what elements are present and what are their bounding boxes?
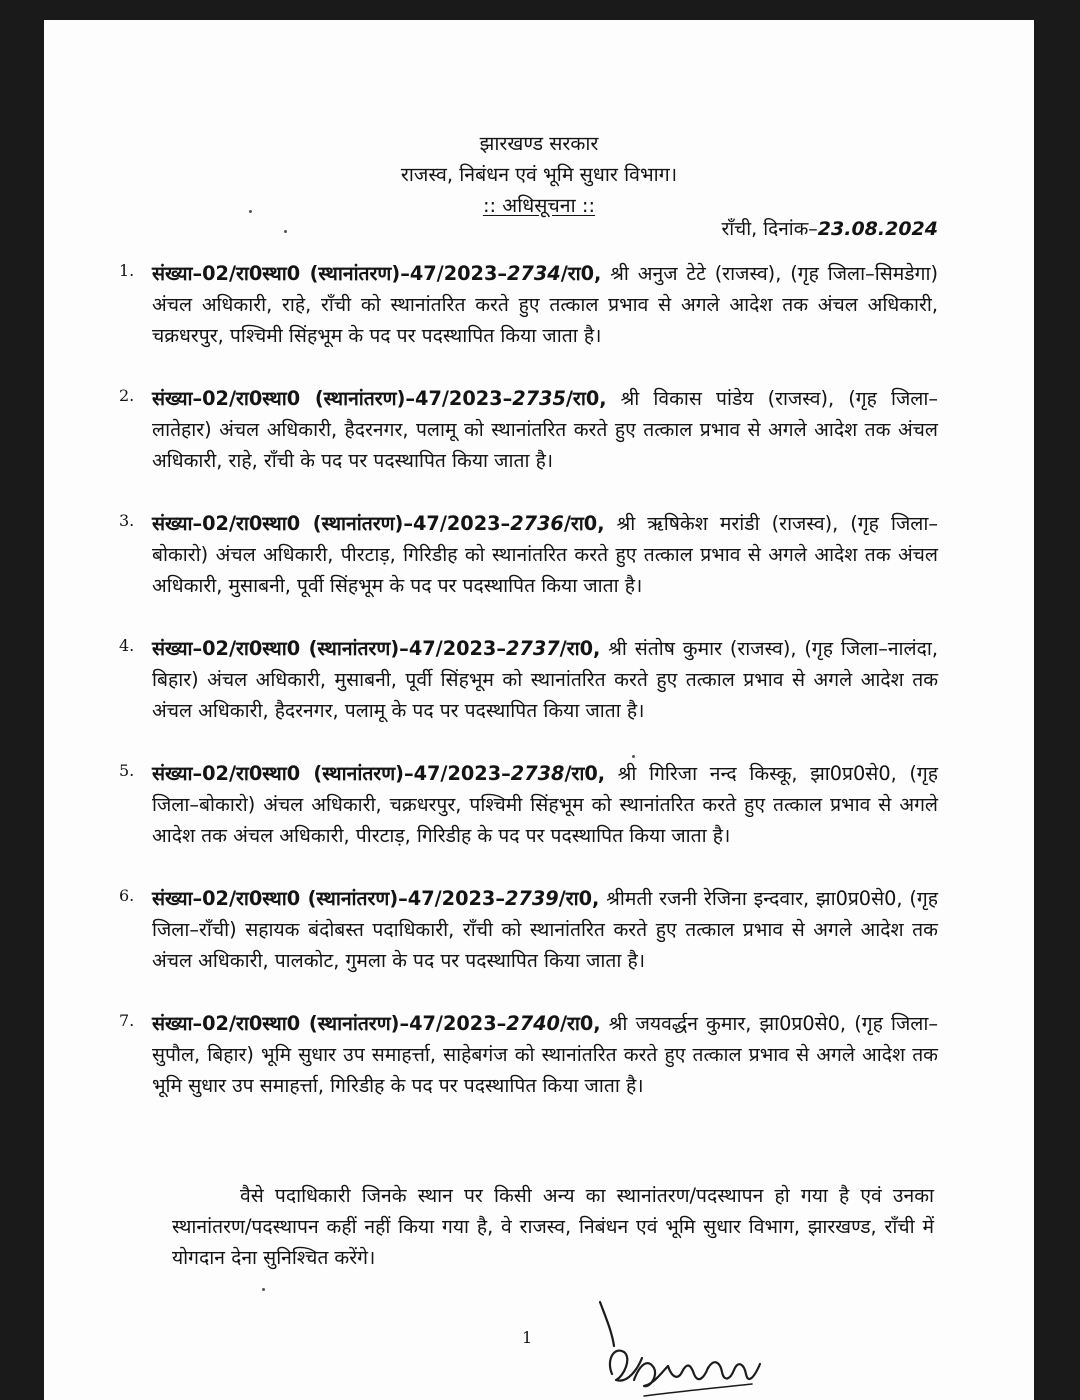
order-reference-number: 2737 (506, 637, 560, 660)
officer-signature (584, 1288, 774, 1400)
scan-speck (284, 230, 287, 233)
order-reference: संख्या–02/रा0स्था0 (स्थानांतरण)–47/2023– (152, 637, 506, 660)
order-number: 7. (119, 1011, 135, 1030)
place-label: राँची, दिनांक– (721, 218, 818, 240)
order-body: श्री अनुज टेटे (राजस्व), (गृह जिला–सिमडेगा) अंचल अधिकारी, राहे, राँची को स्थानांतरित करते हुए तत्काल प्रभाव से अगले आदेश तक अंचल अधिकारी, चक्रधरपुर, पश्चिमी सिंहभूम के पद पर पदस्थापित किया जाता है। (152, 262, 938, 347)
order-number: 2. (119, 386, 135, 405)
page-number: 1 (522, 1328, 533, 1347)
order-number: 3. (119, 511, 135, 530)
order-number: 5. (119, 761, 135, 780)
government-name: झारखण्ड सरकार (479, 132, 599, 155)
order-text (152, 383, 938, 476)
scan-speck (262, 1288, 265, 1291)
order-reference: संख्या–02/रा0स्था0 (स्थानांतरण)–47/2023– (152, 887, 505, 910)
transfer-orders-list (119, 258, 938, 1133)
scan-speck (249, 210, 252, 213)
order-text (152, 258, 938, 351)
order-body: श्री गिरिजा नन्द किस्कू, झा0प्र0से0, (गृह जिला–बोकारो) अंचल अधिकारी, चक्रधरपुर, पश्चिमी सिंहभूम को स्थानांतरित करते हुए तत्काल प्रभाव से अगले आदेश तक अंचल अधिकारी, पीरटाड़, गिरिडीह के पद पर पदस्थापित किया जाता है। (152, 762, 938, 847)
order-reference-number: 2739 (504, 887, 559, 910)
order-body: श्री संतोष कुमार (राजस्व), (गृह जिला–नालंदा, बिहार) अंचल अधिकारी, मुसाबनी, पूर्वी सिंहभूम को स्थानांतरित करते हुए तत्काल प्रभाव से अगले आदेश तक अंचल अधिकारी, हैदरनगर, पलामू के पद पर पदस्थापित किया जाता है। (152, 637, 938, 722)
order-reference-suffix: /रा0, (559, 637, 601, 660)
order-reference-number: 2734 (507, 262, 561, 285)
notice-date: 23.08.2024 (817, 218, 938, 240)
transfer-order (119, 758, 938, 851)
order-number: 4. (119, 636, 135, 655)
transfer-order (119, 883, 938, 976)
order-reference-suffix: /रा0, (558, 887, 600, 910)
document-header (44, 128, 1034, 221)
order-reference-number: 2735 (512, 387, 566, 410)
transfer-order (119, 633, 938, 726)
department-name: राजस्व, निबंधन एवं भूमि सुधार विभाग। (400, 163, 678, 186)
document-page (44, 20, 1034, 1400)
order-reference: संख्या–02/रा0स्था0 (स्थानांतरण)–47/2023– (152, 512, 511, 535)
order-reference: संख्या–02/रा0स्था0 (स्थानांतरण)–47/2023– (152, 262, 508, 285)
order-reference: संख्या–02/रा0स्था0 (स्थानांतरण)–47/2023– (152, 387, 513, 410)
order-number: 6. (119, 886, 135, 905)
order-text (152, 633, 938, 726)
transfer-order (119, 508, 938, 601)
scan-speck (632, 755, 635, 758)
order-body: श्री ऋषिकेश मरांडी (राजस्व), (गृह जिला–बोकारो) अंचल अधिकारी, पीरटाड़, गिरिडीह को स्थानांतरित करते हुए तत्काल प्रभाव से अगले आदेश तक अंचल अधिकारी, मुसाबनी, पूर्वी सिंहभूम के पद पर पदस्थापित किया जाता है। (152, 512, 938, 597)
order-text (152, 1008, 938, 1101)
closing-paragraph: वैसे पदाधिकारी जिनके स्थान पर किसी अन्य का स्थानांतरण/पदस्थापन हो गया है एवं उनका स्थानांतरण/पदस्थापन कहीं नहीं किया गया है, वे राजस्व, निबंधन एवं भूमि सुधार विभाग, झारखण्ड, राँची में योगदान देना सुनिश्चित करेंगे। (172, 1184, 934, 1269)
place-date-line (721, 215, 938, 241)
order-reference-number: 2740 (506, 1012, 560, 1035)
order-reference: संख्या–02/रा0स्था0 (स्थानांतरण)–47/2023– (152, 1012, 507, 1035)
order-body: श्री विकास पांडेय (राजस्व), (गृह जिला–लातेहार) अंचल अधिकारी, हैदरनगर, पलामू को स्थानांतरित करते हुए तत्काल प्रभाव से अगले आदेश तक अंचल अधिकारी, राहे, राँची के पद पर पदस्थापित किया जाता है। (152, 387, 938, 472)
order-body: श्री जयवर्द्धन कुमार, झा0प्र0से0, (गृह जिला–सुपौल, बिहार) भूमि सुधार उप समाहर्त्ता, साहेबगंज को स्थानांतरित करते हुए तत्काल प्रभाव से अगले आदेश तक भूमि सुधार उप समाहर्त्ता, गिरिडीह के पद पर पदस्थापित किया जाता है। (152, 1012, 938, 1097)
order-reference-suffix: /रा0, (563, 512, 605, 535)
order-reference-suffix: /रा0, (560, 262, 602, 285)
order-number: 1. (119, 261, 135, 280)
transfer-order (119, 1008, 938, 1101)
order-text (152, 508, 938, 601)
order-body: श्रीमती रजनी रेजिना इन्दवार, झा0प्र0से0, (गृह जिला–राँची) सहायक बंदोबस्त पदाधिकारी, राँची को स्थानांतरित करते हुए तत्काल प्रभाव से अगले आदेश तक अंचल अधिकारी, पालकोट, गुमला के पद पर पदस्थापित किया जाता है। (152, 887, 938, 972)
order-reference-number: 2736 (510, 512, 564, 535)
order-reference: संख्या–02/रा0स्था0 (स्थानांतरण)–47/2023– (152, 762, 511, 785)
notice-title: :: अधिसूचना :: (482, 194, 596, 217)
order-reference-suffix: /रा0, (564, 762, 606, 785)
transfer-order (119, 258, 938, 351)
order-reference-suffix: /रा0, (565, 387, 607, 410)
order-reference-number: 2738 (510, 762, 565, 785)
transfer-order (119, 383, 938, 476)
order-reference-suffix: /रा0, (559, 1012, 601, 1035)
order-text (152, 758, 938, 851)
order-text (152, 883, 938, 976)
